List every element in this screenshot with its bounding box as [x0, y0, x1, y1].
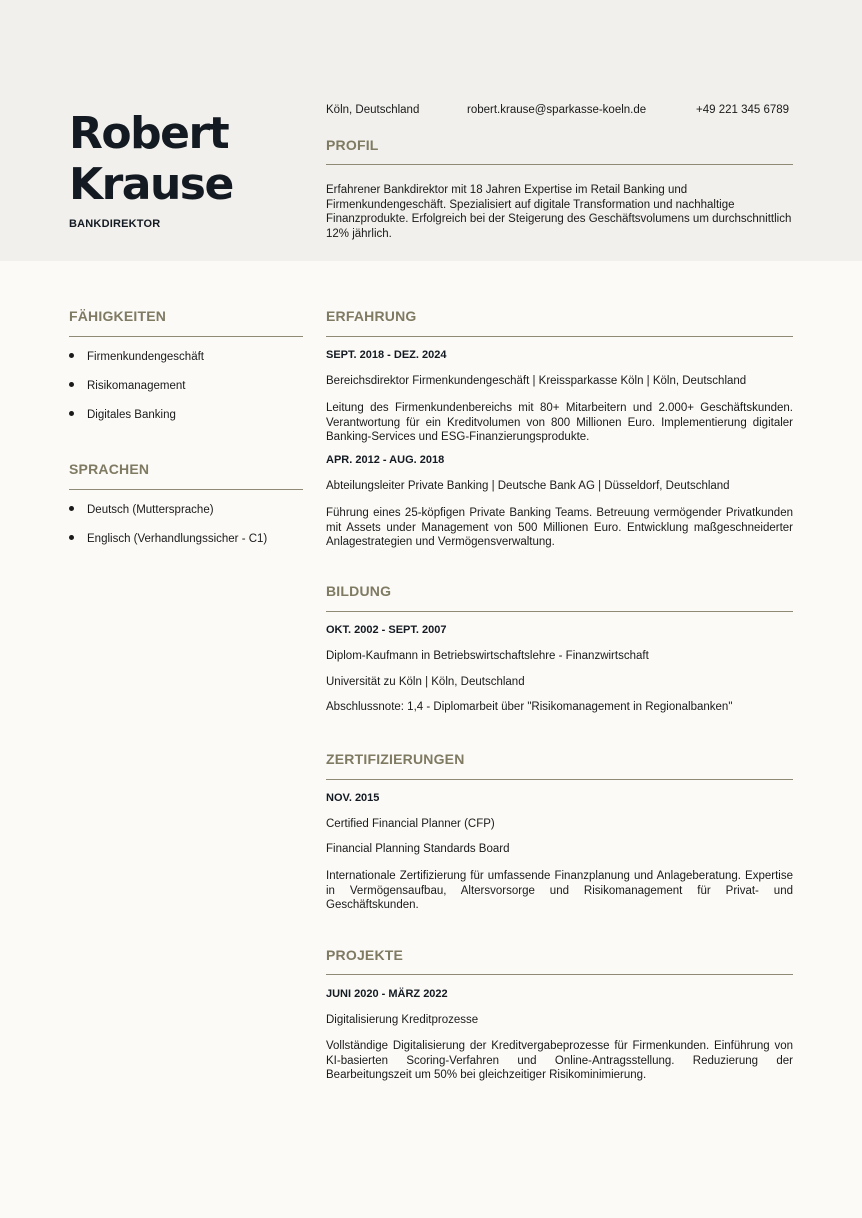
contact-phone[interactable]: +49 221 345 6789: [696, 104, 790, 116]
skills-heading: FÄHIGKEITEN: [69, 308, 167, 324]
experience-date: SEPT. 2018 - DEZ. 2024: [326, 349, 447, 361]
experience-position: Abteilungsleiter Private Banking | Deutsche Bank AG | Düsseldorf, Deutschland: [326, 480, 730, 492]
languages-heading: SPRACHEN: [69, 461, 150, 477]
project-date: JUNI 2020 - MÄRZ 2022: [326, 988, 448, 1000]
experience-date: APR. 2012 - AUG. 2018: [326, 454, 445, 466]
certification-issuer: Financial Planning Standards Board: [326, 843, 510, 855]
first-name: Robert: [69, 108, 229, 159]
contact-location: Köln, Deutschland: [326, 104, 420, 116]
language-item: Deutsch (Muttersprache): [69, 504, 214, 516]
education-degree: Diplom-Kaufmann in Betriebswirtschaftslehre - Finanzwirtschaft: [326, 650, 649, 662]
candidate-name: [69, 108, 233, 210]
bullet-icon: [69, 382, 74, 387]
profile-text: Erfahrener Bankdirektor mit 18 Jahren Expertise im Retail Banking und Firmenkundengeschäft. Spezialisiert auf digitale Transformation und nachhaltige Finanzprodukte. Erfolgreich bei der Steigerung des Geschäftsvolumens um durchschnittlich 12% jährlich.: [326, 184, 792, 240]
education-grade: Abschlussnote: 1,4 - Diplomarbeit über "Risikomanagement in Regionalbanken": [326, 701, 733, 713]
experience-position: Bereichsdirektor Firmenkundengeschäft | Kreissparkasse Köln | Köln, Deutschland: [326, 375, 747, 387]
skills-divider: [69, 336, 303, 337]
project-description: Vollständige Digitalisierung der Kreditvergabeprozesse für Firmenkunden. Einführung von KI-basierten Scoring-Verfahren und Online-Antragsstellung. Reduzierung der Bearbeitungszeit um 50% bei gleichzeitiger Risikominimierung.: [326, 1040, 793, 1081]
certification-description: Internationale Zertifizierung für umfassende Finanzplanung und Anlageberatung. Expertise in Vermögensaufbau, Altersvorsorge und Risikomanagement für Privat- und Geschäftskunden.: [326, 870, 793, 911]
certifications-heading: ZERTIFIZIERUNGEN: [326, 751, 465, 767]
experience-heading: ERFAHRUNG: [326, 308, 417, 324]
project-name: Digitalisierung Kreditprozesse: [326, 1014, 479, 1026]
last-name: Krause: [69, 159, 233, 210]
certification-date: NOV. 2015: [326, 792, 380, 804]
projects-divider: [326, 974, 793, 975]
education-date: OKT. 2002 - SEPT. 2007: [326, 624, 447, 636]
profile-divider: [326, 164, 793, 165]
bullet-icon: [69, 353, 74, 358]
certification-name: Certified Financial Planner (CFP): [326, 818, 495, 830]
bullet-icon: [69, 411, 74, 416]
experience-description: Leitung des Firmenkundenbereichs mit 80+ Mitarbeitern und 2.000+ Geschäftskunden. Verantwortung für ein Kreditvolumen von 800 Millionen Euro. Implementierung digitaler Banking-Services und ESG-Finanzierungsprodukte.: [326, 402, 793, 443]
education-divider: [326, 611, 793, 612]
skill-item: Firmenkundengeschäft: [69, 351, 204, 363]
experience-description: Führung eines 25-köpfigen Private Banking Teams. Betreuung vermögender Privatkunden mit Assets under Management von 500 Millionen Euro. Entwicklung maßgeschneiderter Anlagestrategien und Vermögensverwaltung.: [326, 507, 793, 548]
projects-heading: PROJEKTE: [326, 947, 404, 963]
contact-email[interactable]: robert.krause@sparkasse-koeln.de: [467, 104, 647, 116]
skill-item: Digitales Banking: [69, 409, 176, 421]
language-item: Englisch (Verhandlungssicher - C1): [69, 533, 267, 545]
skill-item: Risikomanagement: [69, 380, 185, 392]
job-title: BANKDIREKTOR: [69, 218, 161, 230]
profile-heading: PROFIL: [326, 137, 379, 153]
experience-divider: [326, 336, 793, 337]
education-heading: BILDUNG: [326, 583, 392, 599]
education-institution: Universität zu Köln | Köln, Deutschland: [326, 676, 525, 688]
bullet-icon: [69, 535, 74, 540]
bullet-icon: [69, 506, 74, 511]
certifications-divider: [326, 779, 793, 780]
languages-divider: [69, 489, 303, 490]
